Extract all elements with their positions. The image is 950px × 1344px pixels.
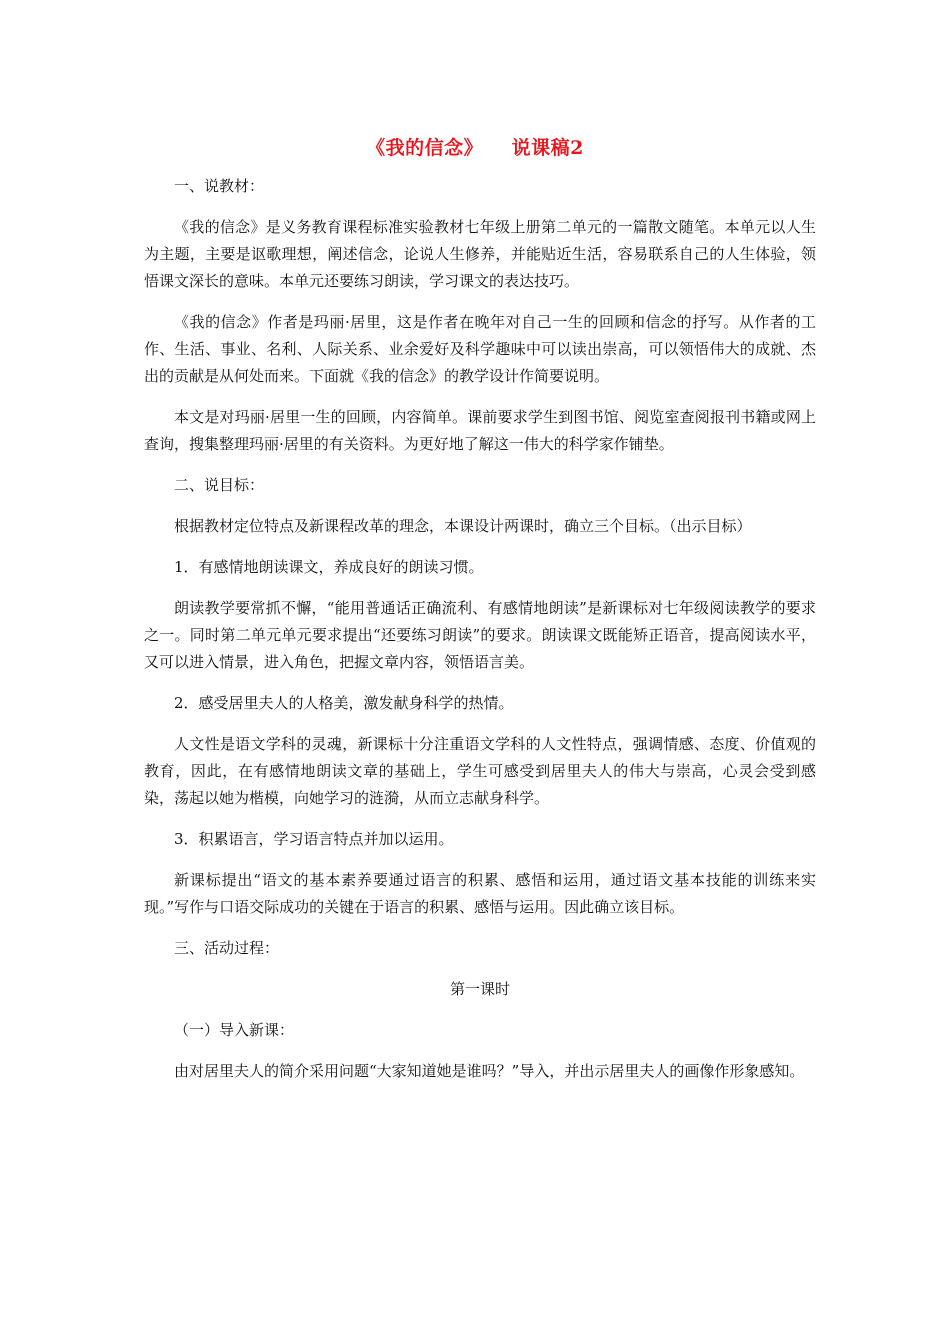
document-body xyxy=(144,173,816,1099)
document-title: 《我的信念》 说课稿2 xyxy=(366,137,584,159)
paragraph-textbook-intro: 《我的信念》是义务教育课程标准实验教材七年级上册第二单元的一篇散文随笔。本单元以人生为主题，主要是讴歌理想，阐述信念，论说人生修养，并能贴近生活，容易联系自己的人生体验，领悟课文深长的意味。本单元还要练习朗读，学习课文的表达技巧。 xyxy=(144,218,816,290)
goal-item-2: 2．感受居里夫人的人格美，激发献身科学的热情。 xyxy=(174,694,514,712)
goal-item-1: 1．有感情地朗读课文，养成良好的朗读习惯。 xyxy=(174,558,484,576)
paragraph-intro-method: 由对居里夫人的简介采用问题“大家知道她是谁吗？”导入，并出示居里夫人的画像作形象感知。 xyxy=(174,1062,805,1080)
section-heading-textbook: 一、说教材： xyxy=(174,177,265,195)
section-heading-goals: 二、说目标： xyxy=(174,476,265,494)
paragraph-goals-intro: 根据教材定位特点及新课程改革的理念，本课设计两课时，确立三个目标。（出示目标） xyxy=(174,517,752,535)
paragraph-goal-3-detail: 新课标提出“语文的基本素养要通过语言的积累、感悟和运用，通过语文基本技能的训练来实现。”写作与口语交际成功的关键在于语言的积累、感悟与运用。因此确立该目标。 xyxy=(144,871,816,916)
paragraph-author: 《我的信念》作者是玛丽·居里，这是作者在晚年对自己一生的回顾和信念的抒写。从作者的工作、生活、事业、名利、人际关系、业余爱好及科学趣味中可以读出崇高，可以领悟伟大的成就、杰出的贡献是从何处而来。下面就《我的信念》的教学设计作简要说明。 xyxy=(144,313,816,385)
paragraph-goal-2-detail: 人文性是语文学科的灵魂，新课标十分注重语文学科的人文性特点，强调情感、态度、价值观的教育，因此，在有感情地朗读文章的基础上，学生可感受到居里夫人的伟大与崇高，心灵会受到感染，荡起以她为楷模，向她学习的涟漪，从而立志献身科学。 xyxy=(144,735,816,807)
lesson-heading-first: 第一课时 xyxy=(449,980,510,998)
goal-item-3: 3．积累语言，学习语言特点并加以运用。 xyxy=(174,830,454,848)
section-heading-process: 三、活动过程： xyxy=(174,939,280,957)
paragraph-preparation: 本文是对玛丽·居里一生的回顾，内容简单。课前要求学生到图书馆、阅览室查阅报刊书籍或网上查询，搜集整理玛丽·居里的有关资料。为更好地了解这一伟大的科学家作铺垫。 xyxy=(144,408,816,453)
paragraph-goal-1-detail: 朗读教学要常抓不懈，“能用普通话正确流利、有感情地朗读”是新课标对七年级阅读教学的要求之一。同时第二单元单元要求提出“还要练习朗读”的要求。朗读课文既能矫正语音，提高阅读水平，又可以进入情景，进入角色，把握文章内容，领悟语言美。 xyxy=(144,599,816,671)
subsection-heading-intro: （一）导入新课： xyxy=(174,1021,295,1039)
